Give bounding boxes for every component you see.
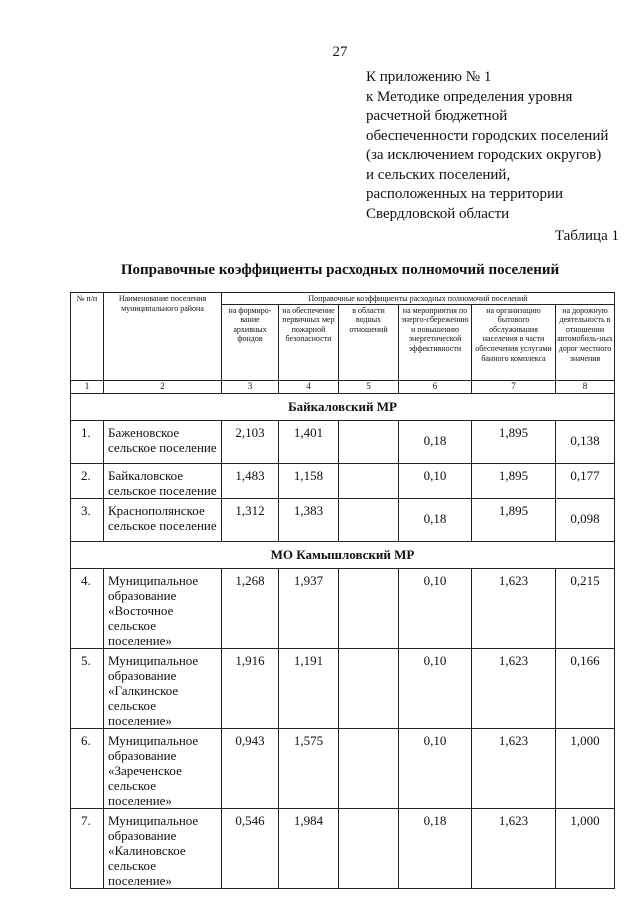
header-fire-safety: на обеспечение первичных мер пожарной безопасности bbox=[279, 304, 339, 380]
settlement-name: Краснополянское сельское поселение bbox=[104, 498, 222, 541]
table-row bbox=[71, 808, 615, 888]
bath-services-value: 1,895 bbox=[472, 498, 556, 541]
row-number: 3. bbox=[71, 498, 104, 541]
column-number: 7 bbox=[472, 380, 556, 393]
page-number: 27 bbox=[332, 44, 348, 60]
road-activity-value: 0,166 bbox=[556, 648, 615, 728]
group-name: МО Камышловский МР bbox=[71, 541, 615, 568]
table-row bbox=[71, 648, 615, 728]
appendix-line: обеспеченности городских поселений bbox=[366, 127, 609, 144]
table-row bbox=[71, 568, 615, 648]
energy-saving-value: 0,10 bbox=[399, 728, 472, 808]
column-number: 3 bbox=[222, 380, 279, 393]
archive-funds-value: 1,483 bbox=[222, 463, 279, 498]
row-number: 7. bbox=[71, 808, 104, 888]
group-row bbox=[71, 393, 615, 420]
fire-safety-value: 1,191 bbox=[279, 648, 339, 728]
settlement-name: Муниципальное образование «Галкинское сельское поселение» bbox=[104, 648, 222, 728]
water-relations-value bbox=[339, 420, 399, 463]
water-relations-value bbox=[339, 728, 399, 808]
fire-safety-value: 1,575 bbox=[279, 728, 339, 808]
archive-funds-value: 0,546 bbox=[222, 808, 279, 888]
header-bath-services: на организацию бытового обслуживания населения в части обеспечения услугами банного комплекса bbox=[472, 304, 556, 380]
energy-saving-value: 0,18 bbox=[399, 808, 472, 888]
row-number: 5. bbox=[71, 648, 104, 728]
appendix-line: К приложению № 1 bbox=[366, 69, 492, 85]
bath-services-value: 1,623 bbox=[472, 728, 556, 808]
energy-saving-value: 0,10 bbox=[399, 568, 472, 648]
table-row bbox=[71, 463, 615, 498]
appendix-line: и сельских поселений, bbox=[366, 166, 511, 183]
bath-services-value: 1,623 bbox=[472, 648, 556, 728]
fire-safety-value: 1,158 bbox=[279, 463, 339, 498]
table-row bbox=[71, 420, 615, 463]
archive-funds-value: 1,268 bbox=[222, 568, 279, 648]
road-activity-value: 1,000 bbox=[556, 808, 615, 888]
settlement-name: Муниципальное образование «Восточное сельское поселение» bbox=[104, 568, 222, 648]
road-activity-value: 0,138 bbox=[556, 420, 615, 463]
row-number: 4. bbox=[71, 568, 104, 648]
water-relations-value bbox=[339, 498, 399, 541]
appendix-line: расположенных на территории bbox=[366, 186, 564, 202]
header-row bbox=[71, 293, 615, 305]
header-number: № п/п bbox=[71, 293, 104, 381]
road-activity-value: 0,215 bbox=[556, 568, 615, 648]
header-coefficients-group: Поправочные коэффициенты расходных полномочий поселений bbox=[222, 293, 615, 305]
fire-safety-value: 1,984 bbox=[279, 808, 339, 888]
appendix-line: расчетной бюджетной bbox=[366, 108, 508, 124]
fire-safety-value: 1,383 bbox=[279, 498, 339, 541]
fire-safety-value: 1,937 bbox=[279, 568, 339, 648]
road-activity-value: 1,000 bbox=[556, 728, 615, 808]
column-number: 2 bbox=[104, 380, 222, 393]
column-number: 1 bbox=[71, 380, 104, 393]
group-row bbox=[71, 541, 615, 568]
archive-funds-value: 2,103 bbox=[222, 420, 279, 463]
table-row bbox=[71, 498, 615, 541]
column-number: 8 bbox=[556, 380, 615, 393]
water-relations-value bbox=[339, 463, 399, 498]
column-number: 5 bbox=[339, 380, 399, 393]
fire-safety-value: 1,401 bbox=[279, 420, 339, 463]
bath-services-value: 1,895 bbox=[472, 420, 556, 463]
column-number-row bbox=[71, 380, 615, 393]
road-activity-value: 0,098 bbox=[556, 498, 615, 541]
document-title: Поправочные коэффициенты расходных полномочий поселений bbox=[120, 262, 560, 278]
archive-funds-value: 1,312 bbox=[222, 498, 279, 541]
archive-funds-value: 1,916 bbox=[222, 648, 279, 728]
row-number: 1. bbox=[71, 420, 104, 463]
table-label: Таблица 1 bbox=[554, 228, 619, 244]
appendix-line: к Методике определения уровня bbox=[366, 88, 573, 105]
appendix-line: Свердловской области bbox=[366, 205, 510, 222]
settlement-name: Муниципальное образование «Зареченское сельское поселение» bbox=[104, 728, 222, 808]
row-number: 6. bbox=[71, 728, 104, 808]
appendix-line: (за исключением городских округов) bbox=[366, 147, 602, 163]
energy-saving-value: 0,10 bbox=[399, 463, 472, 498]
energy-saving-value: 0,10 bbox=[399, 648, 472, 728]
group-name: Байкаловский МР bbox=[71, 393, 615, 420]
header-settlement-name: Наименование поселения муниципального района bbox=[104, 293, 222, 381]
settlement-name: Муниципальное образование «Калиновское сельское поселение» bbox=[104, 808, 222, 888]
water-relations-value bbox=[339, 568, 399, 648]
column-number: 4 bbox=[279, 380, 339, 393]
energy-saving-value: 0,18 bbox=[399, 498, 472, 541]
header-water-relations: в области водных отношений bbox=[339, 304, 399, 380]
bath-services-value: 1,623 bbox=[472, 568, 556, 648]
archive-funds-value: 0,943 bbox=[222, 728, 279, 808]
coefficients-table bbox=[70, 292, 615, 889]
settlement-name: Баженовское сельское поселение bbox=[104, 420, 222, 463]
header-energy-saving: на мероприятия по энерго-сбережению и повышению энергетической эффективности bbox=[399, 304, 472, 380]
header-road-activity: на дорожную деятельность в отношении автомобиль-ных дорог местного значения bbox=[556, 304, 615, 380]
column-number: 6 bbox=[399, 380, 472, 393]
row-number: 2. bbox=[71, 463, 104, 498]
table-row bbox=[71, 728, 615, 808]
water-relations-value bbox=[339, 648, 399, 728]
appendix-note bbox=[366, 68, 636, 224]
header-archive-funds: на формиро-вание архивных фондов bbox=[222, 304, 279, 380]
bath-services-value: 1,623 bbox=[472, 808, 556, 888]
settlement-name: Байкаловское сельское поселение bbox=[104, 463, 222, 498]
road-activity-value: 0,177 bbox=[556, 463, 615, 498]
bath-services-value: 1,895 bbox=[472, 463, 556, 498]
energy-saving-value: 0,18 bbox=[399, 420, 472, 463]
water-relations-value bbox=[339, 808, 399, 888]
